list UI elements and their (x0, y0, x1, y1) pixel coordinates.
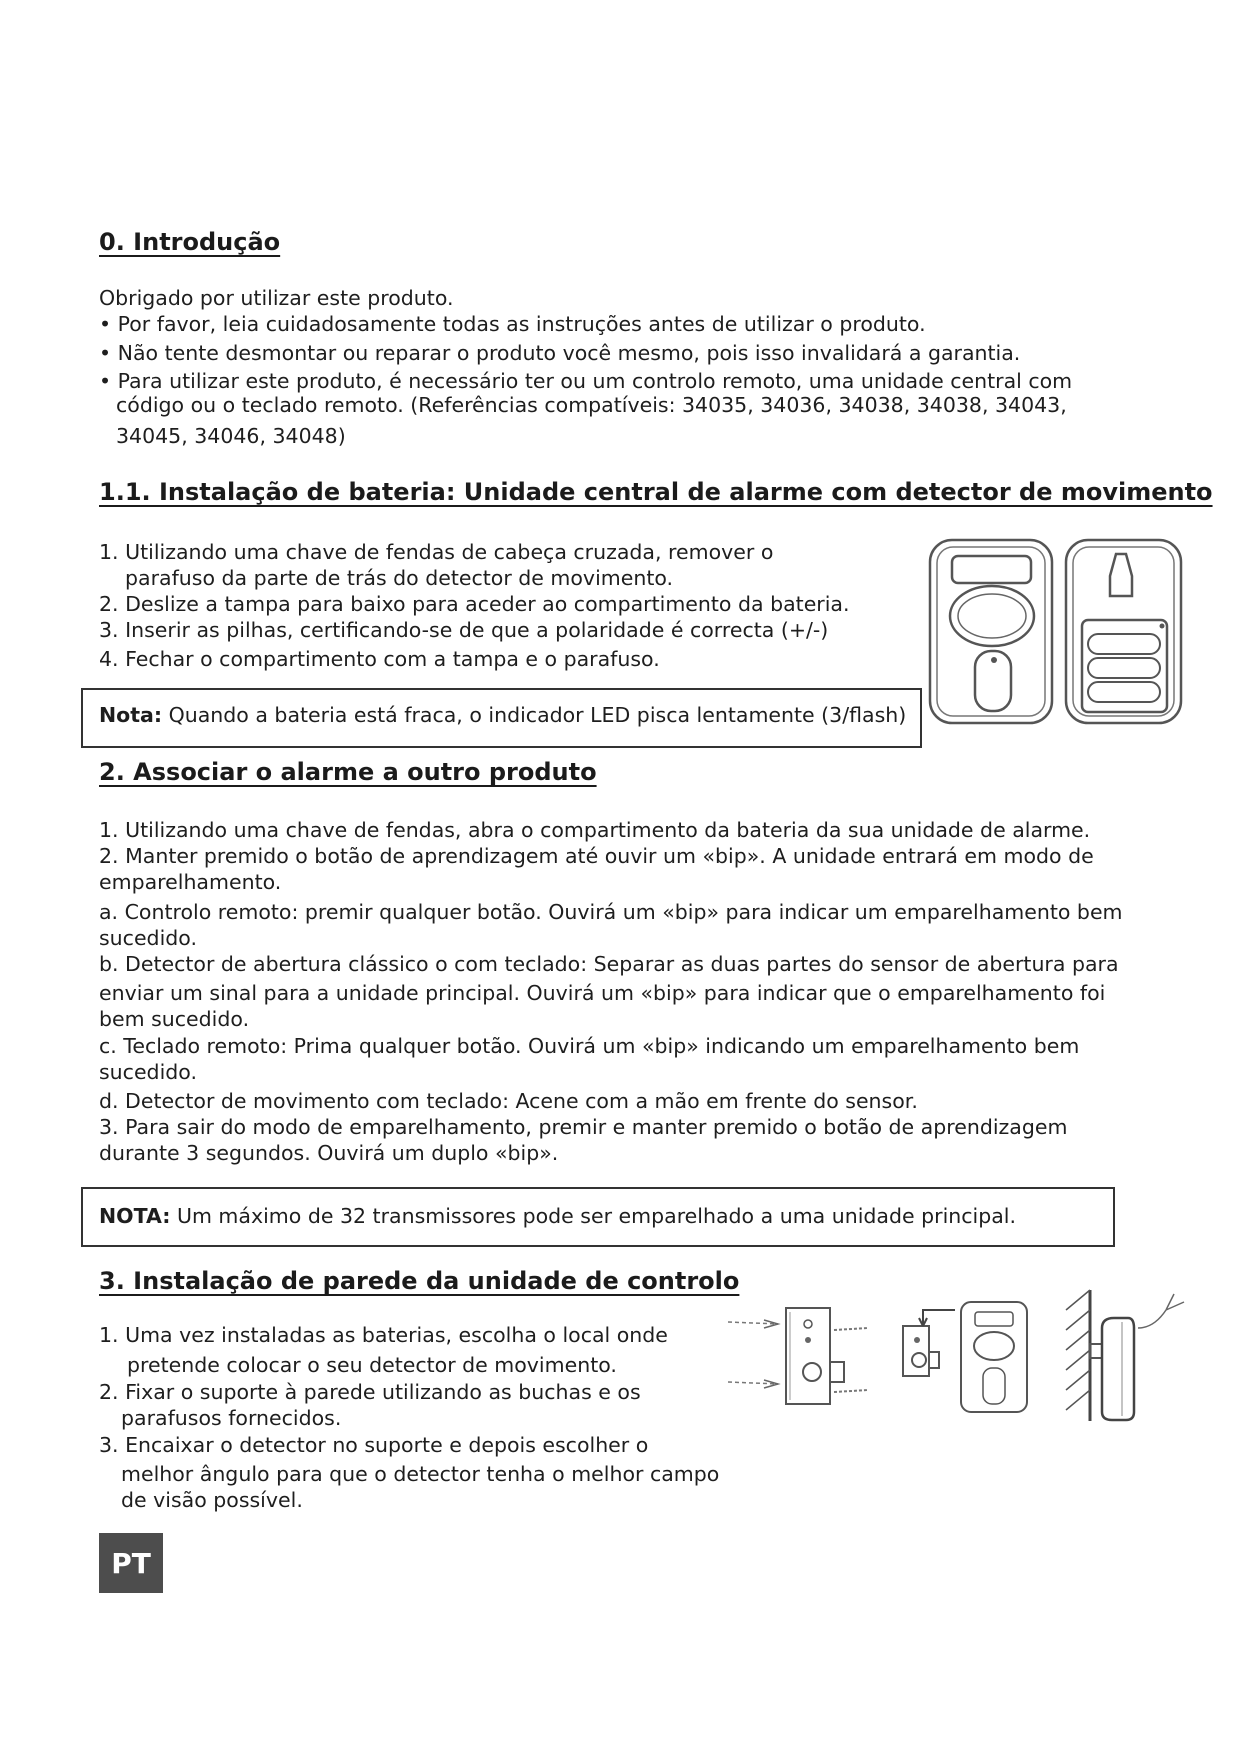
wall-heading: 3. Instalação de parede da unidade de controlo (99, 1267, 740, 1295)
pairing-line: sucedido. (99, 926, 197, 950)
battery-note-label: Nota: (99, 703, 163, 727)
battery-step: 3. Inserir as pilhas, certificando-se de que a polaridade é correcta (+/-) (99, 618, 829, 642)
intro-heading: 0. Introdução (99, 228, 281, 256)
pairing-line: 1. Utilizando uma chave de fendas, abra o compartimento da bateria da sua unidade de alarme. (99, 818, 1091, 842)
pairing-line: c. Teclado remoto: Prima qualquer botão. Ouvirá um «bip» indicando um emparelhamento bem (99, 1034, 1080, 1058)
wall-step: melhor ângulo para que o detector tenha o melhor campo (121, 1462, 720, 1486)
pairing-line: emparelhamento. (99, 870, 282, 894)
wall-step: de visão possível. (121, 1488, 303, 1512)
pairing-line: sucedido. (99, 1060, 197, 1084)
wall-step: 3. Encaixar o detector no suporte e depois escolher o (99, 1433, 649, 1457)
intro-line: • Por favor, leia cuidadosamente todas as instruções antes de utilizar o produto. (99, 312, 926, 336)
language-badge: PT (99, 1533, 163, 1593)
motion-detector-front-illustration (928, 538, 1056, 726)
pairing-line: 2. Manter premido o botão de aprendizagem até ouvir um «bip». A unidade entrará em modo de (99, 844, 1094, 868)
wall-step: parafusos fornecidos. (121, 1406, 342, 1430)
battery-compartment-illustration (1064, 538, 1184, 726)
wall-step: 1. Uma vez instaladas as baterias, escolha o local onde (99, 1323, 668, 1347)
pairing-line: 3. Para sair do modo de emparelhamento, premir e manter premido o botão de aprendizagem (99, 1115, 1068, 1139)
pairing-line: b. Detector de abertura clássico o com teclado: Separar as duas partes do sensor de abertura para (99, 952, 1119, 976)
pairing-note-text: Um máximo de 32 transmissores pode ser emparelhado a uma unidade principal. (170, 1204, 1017, 1228)
intro-line: • Para utilizar este produto, é necessário ter ou um controlo remoto, uma unidade central com (99, 369, 1073, 393)
wall-bracket-illustration (728, 1300, 878, 1410)
pairing-line: enviar um sinal para a unidade principal. Ouvirá um «bip» para indicar que o emparelhamento foi (99, 981, 1106, 1005)
battery-note (99, 702, 906, 728)
battery-step: 2. Deslize a tampa para baixo para aceder ao compartimento da bateria. (99, 592, 850, 616)
pairing-line: a. Controlo remoto: premir qualquer botão. Ouvirá um «bip» para indicar um emparelhamento bem (99, 900, 1123, 924)
pairing-line: bem sucedido. (99, 1007, 250, 1031)
wall-step: 2. Fixar o suporte à parede utilizando as buchas e os (99, 1380, 641, 1404)
wall-step: pretende colocar o seu detector de movimento. (127, 1353, 617, 1377)
battery-step: 4. Fechar o compartimento com a tampa e o parafuso. (99, 647, 660, 671)
intro-line: Obrigado por utilizar este produto. (99, 286, 454, 310)
wall-mounted-side-illustration (1062, 1288, 1192, 1423)
battery-note-text: Quando a bateria está fraca, o indicador LED pisca lentamente (3/flash) (162, 703, 907, 727)
battery-heading: 1.1. Instalação de bateria: Unidade central de alarme com detector de movimento (99, 478, 1213, 506)
battery-step: parafuso da parte de trás do detector de movimento. (125, 566, 674, 590)
pairing-note-label: NOTA: (99, 1204, 171, 1228)
detector-on-bracket-illustration (895, 1296, 1035, 1416)
battery-step: 1. Utilizando uma chave de fendas de cabeça cruzada, remover o (99, 540, 774, 564)
pairing-heading: 2. Associar o alarme a outro produto (99, 758, 597, 786)
intro-line: código ou o teclado remoto. (Referências compatíveis: 34035, 34036, 34038, 34038, 34043, (116, 393, 1067, 417)
pairing-line: durante 3 segundos. Ouvirá um duplo «bip». (99, 1141, 559, 1165)
pairing-line: d. Detector de movimento com teclado: Acene com a mão em frente do sensor. (99, 1089, 918, 1113)
pairing-note (99, 1203, 1016, 1229)
intro-line: 34045, 34046, 34048) (116, 424, 346, 448)
intro-line: • Não tente desmontar ou reparar o produto você mesmo, pois isso invalidará a garantia. (99, 341, 1021, 365)
